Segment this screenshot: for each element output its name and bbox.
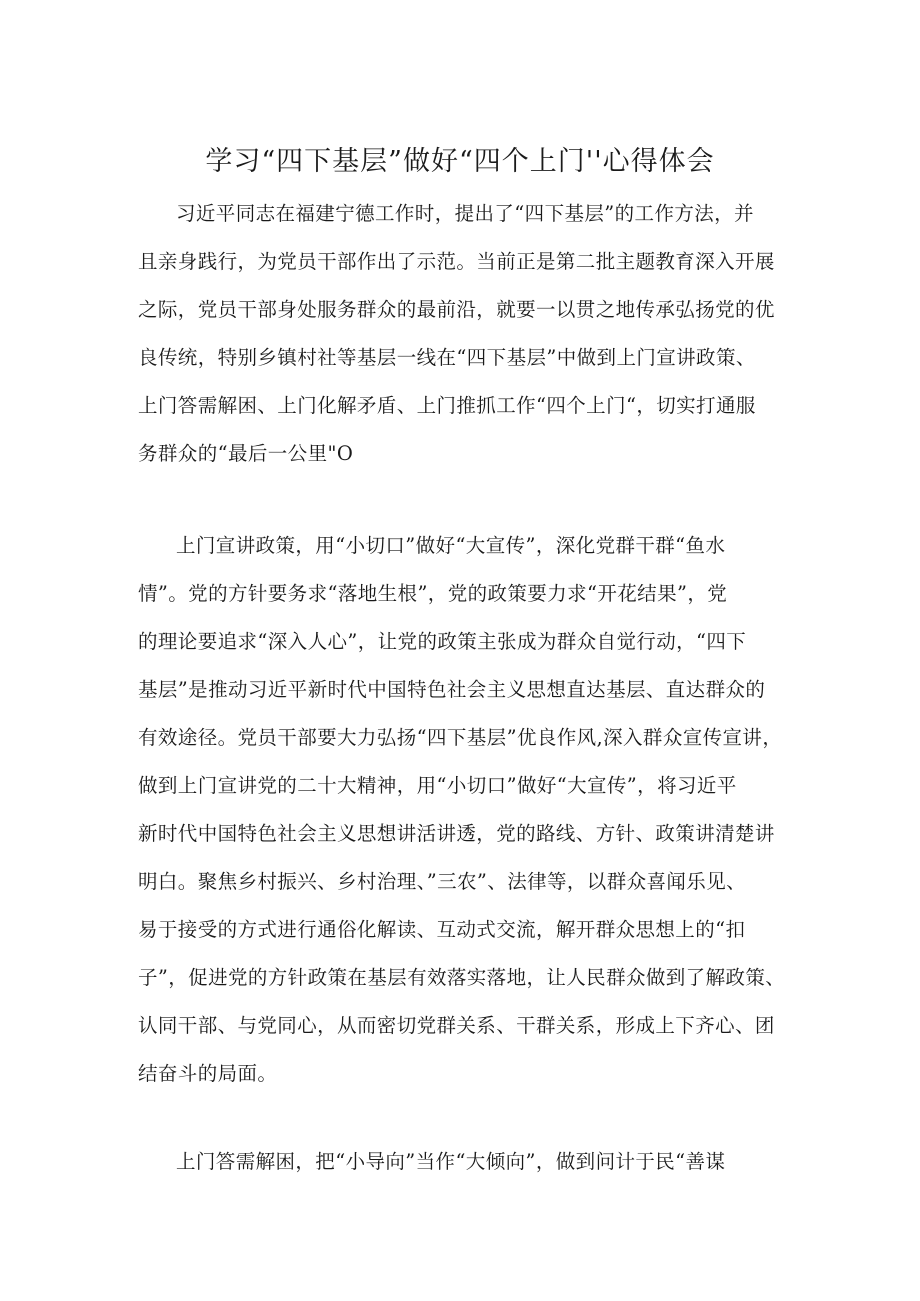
paragraph-line: 务群众的“最后一公里"O	[138, 442, 354, 465]
paragraph-line: 结奋斗的局面。	[138, 1062, 278, 1085]
paragraph-line: 之际，党员干部身处服务群众的最前沿，就要一以贯之地传承弘扬党的优	[138, 298, 775, 321]
paragraph-line: 上门宣讲政策，用“小切口”做好“大宣传”，深化党群干群“鱼水	[176, 534, 726, 557]
paragraph-line: 习近平同志在福建宁德工作时，提出了“四下基层”的工作方法，并	[176, 202, 754, 225]
paragraph-line: 子”，促进党的方针政策在基层有效落实落地，让人民群众做到了解政策、	[138, 966, 786, 989]
paragraph-line: 上门答需解困，把“小导向”当作“大倾向”，做到问计于民“善谋	[176, 1150, 726, 1173]
paragraph-line: 明白。聚焦乡村振兴、乡村治理、”三农”、法律等，以群众喜闻乐见、	[138, 870, 746, 893]
paragraph-line: 有效途径。党员干部要大力弘扬“四下基层”优良作风,深入群众宣传宣讲，	[138, 726, 783, 749]
paragraph-line: 做到上门宣讲党的二十大精神，用“小切口”做好“大宣传”，将习近平	[138, 774, 737, 797]
paragraph-line: 上门答需解困、上门化解矛盾、上门推抓工作“四个上门“，切实打通服	[138, 394, 756, 417]
paragraph-3	[138, 1138, 798, 1186]
paragraph-line: 且亲身践行，为党员干部作出了示范。当前正是第二批主题教育深入开展	[138, 250, 775, 273]
paragraph-line: 新时代中国特色社会主义思想讲活讲透，党的路线、方针、政策讲清楚讲	[138, 822, 775, 845]
paragraph-line: 情”。党的方针要务求“落地生根”，党的政策要力求“开花结果”，党	[138, 582, 728, 605]
paragraph-line: 的理论要追求“深入人心”，让党的政策主张成为群众自觉行动，“四下	[138, 630, 747, 653]
paragraph-line: 易于接受的方式进行通俗化解读、互动式交流，解开群众思想上的“扣	[138, 918, 746, 941]
paragraph-1	[138, 190, 798, 478]
paragraph-2	[138, 522, 798, 1098]
paragraph-line: 认同干部、与党同心，从而密切党群关系、干群关系，形成上下齐心、团	[138, 1014, 775, 1037]
paragraph-line: 基层”是推动习近平新时代中国特色社会主义思想直达基层、直达群众的	[138, 678, 766, 701]
document-title: 学习“四下基层”做好“四个上门''心得体会	[205, 146, 715, 177]
paragraph-line: 良传统，特别乡镇村社等基层一线在“四下基层”中做到上门宣讲政策、	[138, 346, 756, 369]
